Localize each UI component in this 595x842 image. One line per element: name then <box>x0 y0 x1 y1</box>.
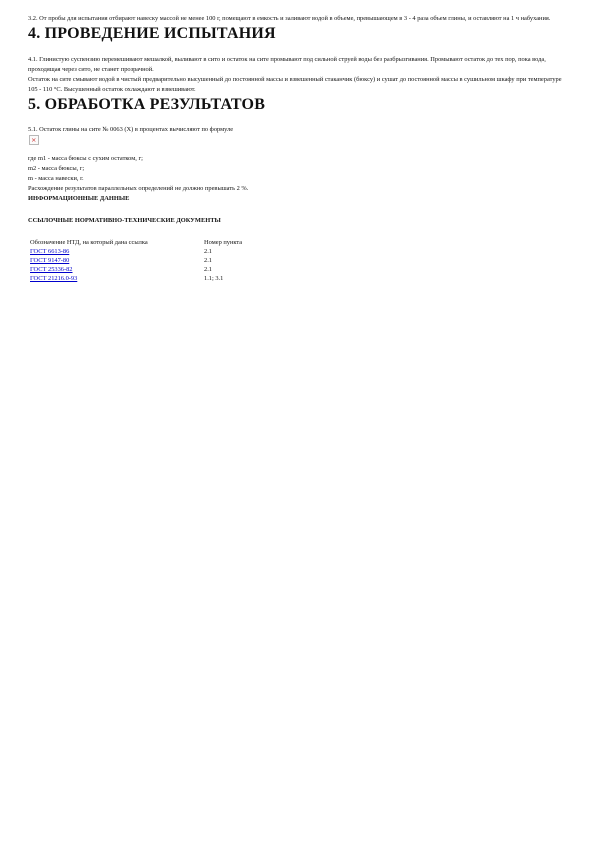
paragraph-5-1: 5.1. Остаток глины на сите № 0063 (Х) в процентах вычисляют по формуле <box>28 126 234 133</box>
formula-where-m: m - масса навески, г. <box>28 175 84 182</box>
clause-cell: 1.1; 3.1 <box>204 275 224 282</box>
paragraph-4-2: Остаток на сите смывают водой в чистый предварительно высушенный до постоянной массы и взвешенный стаканчик (бюксу) и сушат до постоянной массы в сушильном шкафу при температуре 105 - 110 °С. Высушенный остаток охлаждают и взвешивают. <box>28 76 562 93</box>
paragraph-4-1: 4.1. Глинистую суспензию перемешивают мешалкой, выливают в сито и остаток на сите промывают под сильной струей воды без разбрызгивания. Промывают остаток до тех пор, пока вода, проходящая через сито, не станет прозрачной. <box>28 56 546 73</box>
document-page <box>28 14 568 283</box>
table-row <box>30 265 242 274</box>
table-header-doc: Обозначение НТД, на который дана ссылка <box>30 239 148 246</box>
heading-section-5: 5. ОБРАБОТКА РЕЗУЛЬТАТОВ <box>28 96 266 113</box>
broken-image-icon: × <box>29 135 39 145</box>
clause-cell: 2.1 <box>204 248 212 255</box>
paragraph-5-2: Расхождение результатов параллельных определений не должно превышать 2 %. <box>28 185 249 192</box>
doc-link[interactable]: ГОСТ 9147-80 <box>30 257 70 264</box>
table-row <box>30 247 242 256</box>
table-row <box>30 274 242 283</box>
info-title: ИНФОРМАЦИОННЫЕ ДАННЫЕ <box>28 195 130 202</box>
doc-link[interactable]: ГОСТ 6613-86 <box>30 248 70 255</box>
clause-cell: 2.1 <box>204 266 212 273</box>
clause-cell: 2.1 <box>204 257 212 264</box>
doc-link[interactable]: ГОСТ 25336-82 <box>30 266 73 273</box>
formula-where-m1: где m1 - масса бюксы с сухим остатком, г; <box>28 155 143 162</box>
table-header-row <box>30 238 242 247</box>
refs-title: ССЫЛОЧНЫЕ НОРМАТИВНО-ТЕХНИЧЕСКИЕ ДОКУМЕНТЫ <box>28 217 221 224</box>
table-row <box>30 256 242 265</box>
doc-link[interactable]: ГОСТ 21216.0-93 <box>30 275 78 282</box>
heading-section-4: 4. ПРОВЕДЕНИЕ ИСПЫТАНИЯ <box>28 25 276 42</box>
paragraph-3-2: 3.2. От пробы для испытания отбирают навеску массой не менее 100 г, помещают в емкость и заливают водой в объеме, превышающем в 3 - 4 раза объем глины, и оставляют на 1 ч набухания. <box>28 15 551 22</box>
formula-where-m2: m2 - масса бюксы, г; <box>28 165 85 172</box>
table-header-clause: Номер пункта <box>204 239 243 246</box>
references-table <box>30 238 242 283</box>
